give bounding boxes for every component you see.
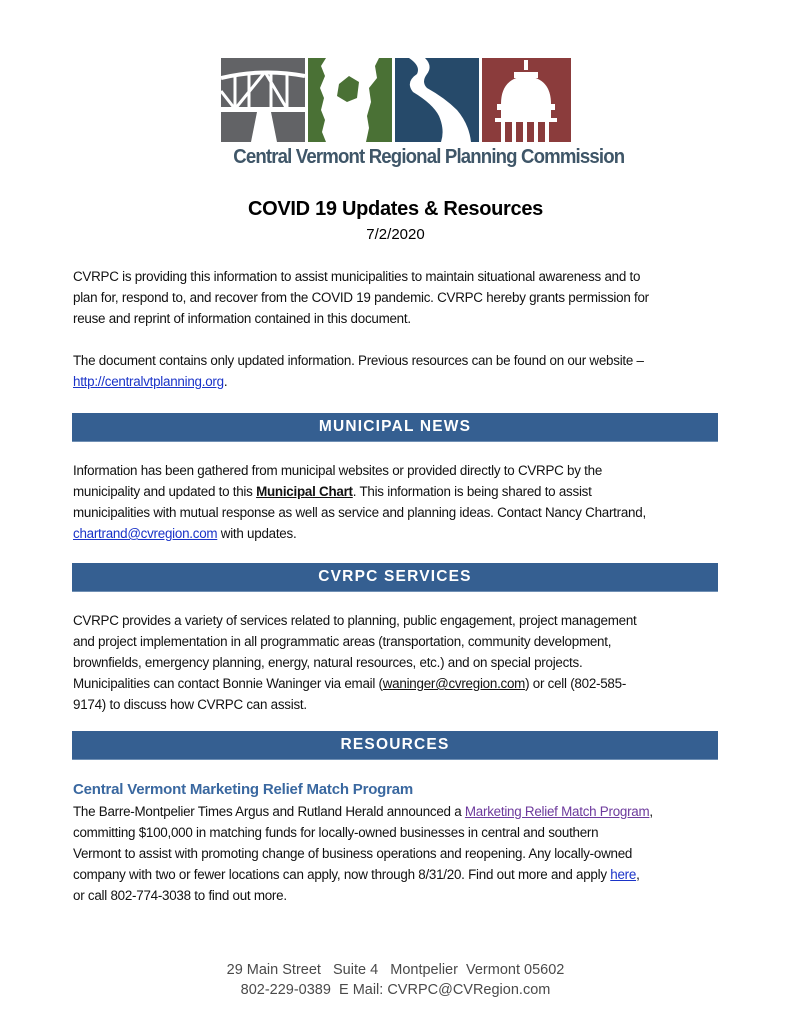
vermont-map-icon: [308, 58, 392, 142]
organization-name: Central Vermont Regional Planning Commission: [233, 146, 625, 168]
municipal-news-text: . This information is being shared to assist: [352, 484, 592, 499]
website-line: [73, 371, 723, 392]
bridge-icon: [221, 58, 305, 142]
resource-heading: Central Vermont Marketing Relief Match Program: [73, 781, 414, 798]
waninger-email-link[interactable]: waninger@cvregion.com: [382, 676, 526, 691]
page-title: COVID 19 Updates & Resources: [247, 198, 544, 220]
apply-here-link[interactable]: here: [610, 867, 637, 882]
municipal-news-line: [73, 523, 723, 544]
resource-line: Vermont to assist with promoting change of business operations and reopening. Any locally-owned: [73, 846, 633, 861]
footer-address: 29 Main Street Suite 4 Montpelier Vermont 05602: [226, 962, 565, 978]
intro-line: reuse and reprint of information contained in this document.: [73, 311, 411, 326]
website-paragraph: [73, 350, 723, 392]
resource-text: ,: [636, 867, 640, 882]
footer: [0, 960, 791, 1000]
resource-line: [73, 801, 723, 822]
services-line: [73, 673, 723, 694]
intro-line: CVRPC is providing this information to assist municipalities to maintain situational awareness and to: [73, 269, 641, 284]
website-paragraph-text: The document contains only updated information. Previous resources can be found on our website –: [73, 353, 644, 368]
services-line: 9174) to discuss how CVRPC can assist.: [73, 697, 307, 712]
resource-line: committing $100,000 in matching funds for locally-owned businesses in central and southern: [73, 825, 599, 840]
river-icon: [395, 58, 479, 142]
website-link[interactable]: http://centralvtplanning.org: [73, 374, 224, 389]
municipal-news-text: municipality and updated to this: [73, 484, 257, 499]
services-text: Municipalities can contact Bonnie Waninger via email (: [73, 676, 383, 691]
resource-paragraph: [73, 801, 723, 906]
services-line: and project implementation in all programmatic areas (transportation, community development,: [73, 634, 612, 649]
section-header-cvrpc-services: CVRPC SERVICES: [72, 563, 718, 592]
chartrand-email-link[interactable]: chartrand@cvregion.com: [73, 526, 218, 541]
logo-panels: [221, 58, 571, 142]
resource-text: ,: [649, 804, 653, 819]
resource-line: or call 802-774-3038 to find out more.: [73, 888, 287, 903]
footer-contact: 802-229-0389 E Mail: CVRPC@CVRegion.com: [240, 982, 551, 998]
section-header-resources: RESOURCES: [72, 731, 718, 760]
resource-text: The Barre-Montpelier Times Argus and Rutland Herald announced a: [73, 804, 465, 819]
intro-line: plan for, respond to, and recover from the COVID 19 pandemic. CVRPC hereby grants permission for: [73, 290, 649, 305]
services-line: CVRPC provides a variety of services related to planning, public engagement, project management: [73, 613, 637, 628]
marketing-relief-match-program-link[interactable]: Marketing Relief Match Program: [464, 804, 650, 819]
municipal-news-line: municipalities with mutual response as well as service and planning ideas. Contact Nancy Chartrand,: [73, 505, 646, 520]
municipal-news-text: with updates.: [217, 526, 297, 541]
document-date: 7/2/2020: [366, 226, 425, 243]
municipal-news-line: [73, 481, 723, 502]
section-header-municipal-news: MUNICIPAL NEWS: [72, 413, 718, 442]
intro-paragraph: [73, 266, 723, 329]
website-trailing: .: [223, 374, 228, 389]
municipal-news-paragraph: [73, 460, 723, 544]
municipal-chart-link[interactable]: Municipal Chart: [256, 484, 353, 499]
resource-text: company with two or fewer locations can apply, now through 8/31/20. Find out more and apply: [73, 867, 611, 882]
cvrpc-logo: [221, 58, 625, 178]
cvrpc-services-paragraph: [73, 610, 723, 715]
services-line: brownfields, emergency planning, energy, natural resources, etc.) and on special projects.: [73, 655, 583, 670]
capitol-dome-icon: [482, 58, 571, 142]
resource-line: [73, 864, 723, 885]
municipal-news-line: Information has been gathered from municipal websites or provided directly to CVRPC by the: [73, 463, 603, 478]
services-text: ) or cell (802-585-: [525, 676, 627, 691]
